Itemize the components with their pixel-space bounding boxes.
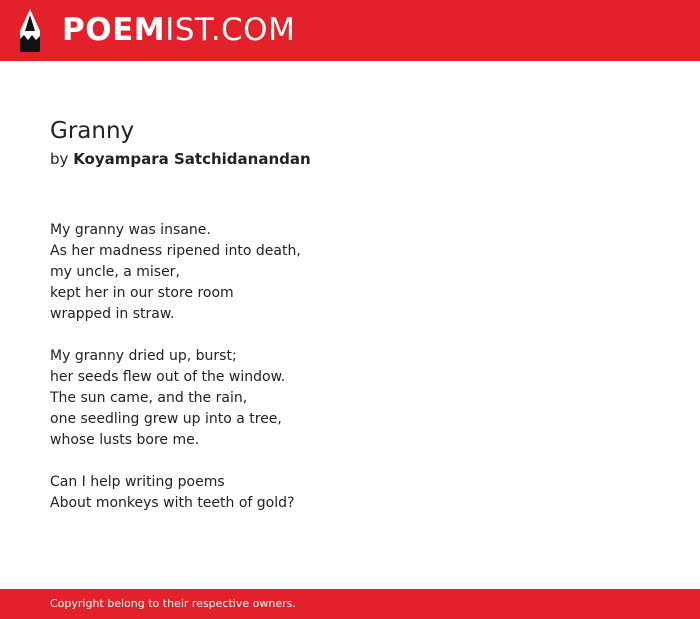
- stanza: [50, 220, 650, 325]
- poem-line: My granny dried up, burst;: [50, 348, 237, 364]
- poem-line: one seedling grew up into a tree,: [50, 411, 282, 427]
- stanza: [50, 472, 650, 514]
- poem-line: About monkeys with teeth of gold?: [50, 495, 295, 511]
- site-footer: [0, 589, 700, 619]
- poem-line: her seeds flew out of the window.: [50, 369, 286, 385]
- poem-line: whose lusts bore me.: [50, 432, 200, 448]
- poem-line: As her madness ripened into death,: [50, 243, 301, 259]
- copyright-notice: Copyright belong to their respective owners.: [50, 597, 296, 610]
- poem-content: [50, 116, 650, 535]
- poem-line: Can I help writing poems: [50, 474, 225, 490]
- poem-title: Granny: [50, 118, 135, 144]
- site-logo[interactable]: [62, 11, 295, 49]
- stanza: [50, 346, 650, 451]
- logo-brand-light: IST.COM: [165, 12, 296, 48]
- poem-line: My granny was insane.: [50, 222, 211, 238]
- poem-byline: [50, 148, 650, 170]
- poem-line: The sun came, and the rain,: [50, 390, 248, 406]
- pencil-icon[interactable]: [17, 9, 43, 52]
- poem-line: kept her in our store room: [50, 285, 234, 301]
- author-name: Koyampara Satchidanandan: [73, 150, 311, 168]
- poem-line: my uncle, a miser,: [50, 264, 180, 280]
- poem-body: [50, 220, 650, 514]
- poem-line: wrapped in straw.: [50, 306, 175, 322]
- byline-prefix: by: [50, 150, 69, 168]
- site-header: [0, 0, 700, 61]
- logo-brand-bold: POEM: [62, 12, 166, 48]
